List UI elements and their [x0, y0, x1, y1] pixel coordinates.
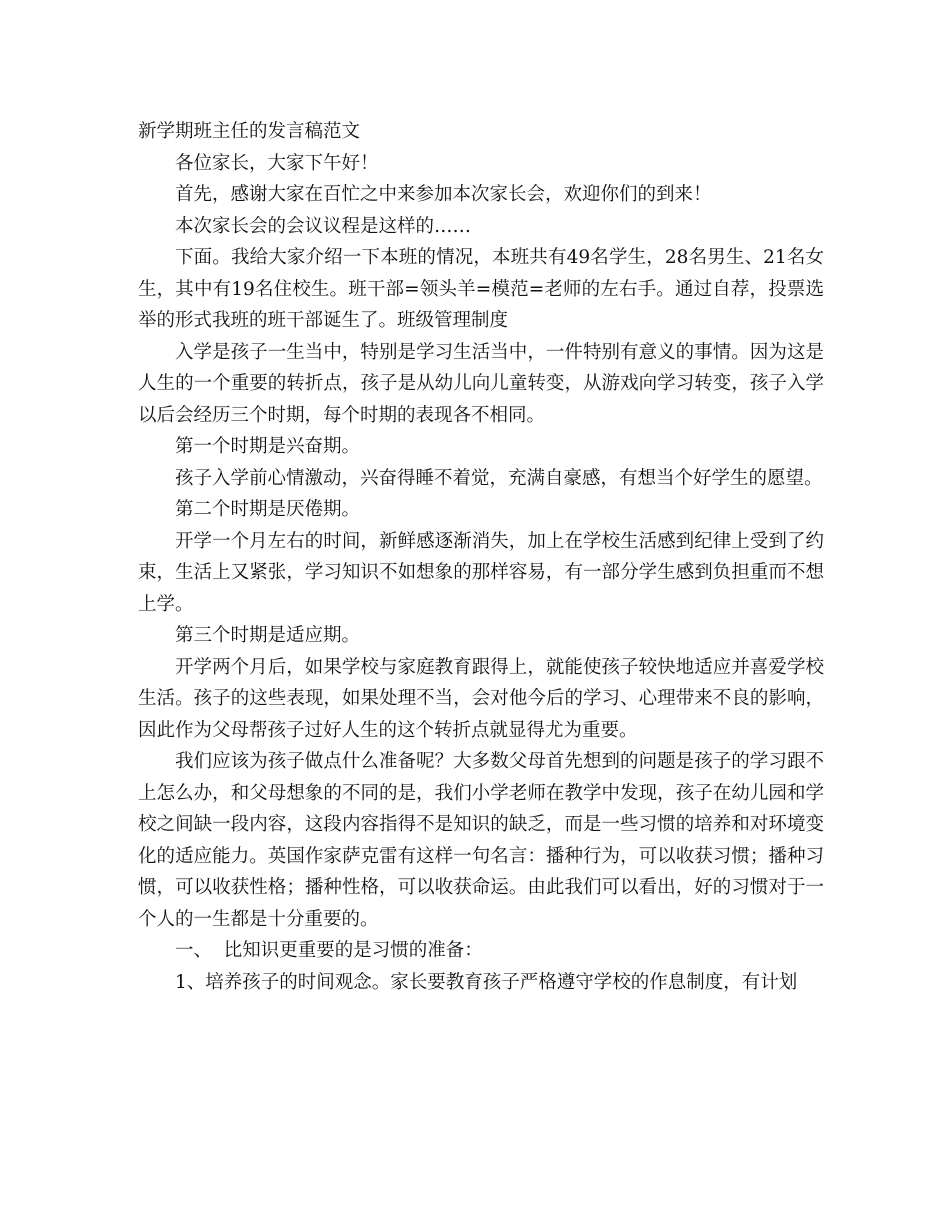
paragraph-period-one-body: 孩子入学前心情激动，兴奋得睡不着觉，充满自豪感，有想当个好学生的愿望。: [175, 467, 823, 489]
paragraph-class-info: 下面。我给大家介绍一下本班的情况，本班共有49名学生，28名男生、21名女生，其中有19名住校生。班干部=领头羊=模范=老师的左右手。通过自荐，投票选举的形式我班的班干部诞生了。班级管理制度: [138, 247, 824, 331]
section-heading-habits: 一、 比知识更重要的是习惯的准备：: [175, 940, 483, 961]
paragraph-period-three-heading: 第三个时期是适应期。: [175, 625, 361, 646]
paragraph-period-two-body: 开学一个月左右的时间，新鲜感逐渐消失，加上在学校生活感到纪律上受到了约束，生活上又紧张，学习知识不如想象的那样容易，有一部分学生感到负担重而不想上学。: [138, 530, 824, 615]
paragraph-period-two-heading: 第二个时期是厌倦期。: [175, 499, 361, 520]
paragraph-period-one-heading: 第一个时期是兴奋期。: [175, 436, 361, 457]
document-body: [138, 116, 824, 998]
paragraph-agenda: 本次家长会的会议议程是这样的……: [175, 215, 472, 237]
paragraph-school-entry: 入学是孩子一生当中，特别是学习生活当中，一件特别有意义的事情。因为这是人生的一个重要的转折点，孩子是从幼儿向儿童转变，从游戏向学习转变，孩子入学以后会经历三个时期，每个时期的表现各不相同。: [138, 341, 824, 426]
list-item-time-concept: 1、培养孩子的时间观念。家长要教育孩子严格遵守学校的作息制度，有计划: [175, 971, 798, 993]
paragraph-greeting: 各位家长，大家下午好！: [175, 152, 379, 174]
paragraph-thanks: 首先，感谢大家在百忙之中来参加本次家长会，欢迎你们的到来！: [175, 184, 712, 205]
document-title: 新学期班主任的发言稿范文: [138, 121, 361, 142]
paragraph-preparation: 我们应该为孩子做点什么准备呢？大多数父母首先想到的问题是孩子的学习跟不上怎么办，和父母想象的不同的是，我们小学老师在教学中发现，孩子在幼儿园和学校之间缺一段内容，这段内容指得不是知识的缺乏，而是一些习惯的培养和对环境变化的适应能力。英国作家萨克雷有这样一句名言：播种行为，可以收获习惯；播种习惯，可以收获性格；播种性格，可以收获命运。由此我们可以看出，好的习惯对于一个人的一生都是十分重要的。: [138, 751, 824, 930]
paragraph-period-three-body: 开学两个月后，如果学校与家庭教育跟得上，就能使孩子较快地适应并喜爱学校生活。孩子的这些表现，如果处理不当，会对他今后的学习、心理带来不良的影响，因此作为父母帮孩子过好人生的这个转折点就显得尤为重要。: [138, 656, 824, 741]
